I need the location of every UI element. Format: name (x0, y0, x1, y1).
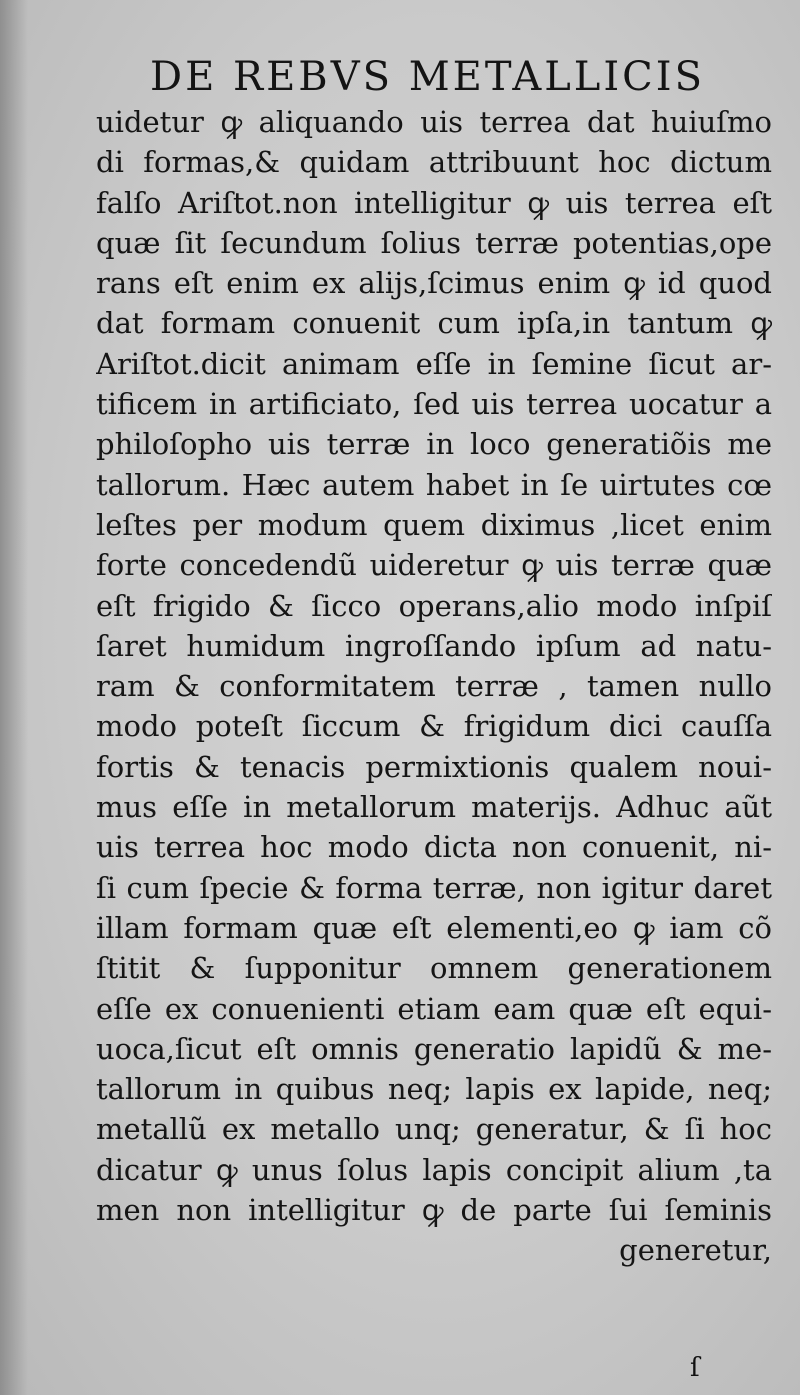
text-line: rans eſt enim ex alijs,ſcimus enim ꝙ id quod (96, 266, 772, 301)
text-line: eſt frigido & ſicco operans,alio modo inſpiſ (96, 588, 772, 623)
text-line: illam formam quæ eſt elementi,eo ꝙ iam cõ (96, 910, 772, 945)
text-line: uidetur ꝙ aliquando uis terrea dat huiuſmo (96, 105, 772, 139)
text-line: generetur, (619, 1233, 772, 1268)
text-line: quæ ſit ſecundum ſolius terræ potentias,ope (96, 225, 772, 260)
text-line: ſtitit & ſupponitur omnem generationem (96, 951, 772, 986)
text-line: fortis & tenacis permixtionis qualem noui- (96, 749, 772, 784)
text-block (96, 102, 772, 1271)
text-line: leſtes per modum quem diximus ,licet enim (96, 507, 772, 542)
text-line: uoca,ſicut eſt omnis generatio lapidũ & me- (96, 1031, 772, 1066)
text-line: dat formam conuenit cum ipſa,in tantum ꝙ (96, 306, 772, 341)
running-header: DE REBVS METALLICIS (150, 54, 705, 100)
text-line: eſſe ex conuenienti etiam eam quæ eſt equi- (96, 991, 772, 1026)
text-line: metallũ ex metallo unq; generatur, & ſi hoc (96, 1112, 772, 1147)
text-line: di formas,& quidam attribuunt hoc dictum (96, 145, 772, 180)
text-line: falſo Ariſtot.non intelligitur ꝙ uis terrea eſt (96, 185, 772, 220)
text-line: ſi cum ſpecie & forma terræ, non igitur daret (96, 870, 772, 905)
text-line: philoſopho uis terræ in loco generatiõis me (96, 427, 772, 462)
text-line: dicatur ꝙ unus ſolus lapis concipit alium ,ta (96, 1152, 772, 1187)
text-line: mus eſſe in metallorum materijs. Adhuc aũt (96, 790, 772, 825)
text-line: Ariſtot.dicit animam eſſe in ſemine ſicut ar- (96, 346, 772, 381)
text-line: tallorum. Hæc autem habet in ſe uirtutes cœ (96, 467, 772, 502)
text-line: uis terrea hoc modo dicta non conuenit, ni- (96, 830, 772, 865)
text-line: men non intelligitur ꝙ de parte ſui ſeminis (96, 1193, 772, 1228)
text-line: tificem in artificiato, ſed uis terrea uocatur a (96, 387, 772, 422)
text-line: ram & conformitatem terræ , tamen nullo (96, 669, 772, 704)
text-line: modo poteſt ſiccum & frigidum dici cauſſa (96, 709, 772, 744)
text-line: ſaret humidum ingroſſando ipſum ad natu- (96, 628, 772, 663)
text-line: tallorum in quibus neq; lapis ex lapide, neq; (96, 1072, 772, 1107)
text-line: forte concedendũ uideretur ꝙ uis terræ quæ (96, 548, 772, 583)
signature-mark: ſ (690, 1353, 700, 1383)
